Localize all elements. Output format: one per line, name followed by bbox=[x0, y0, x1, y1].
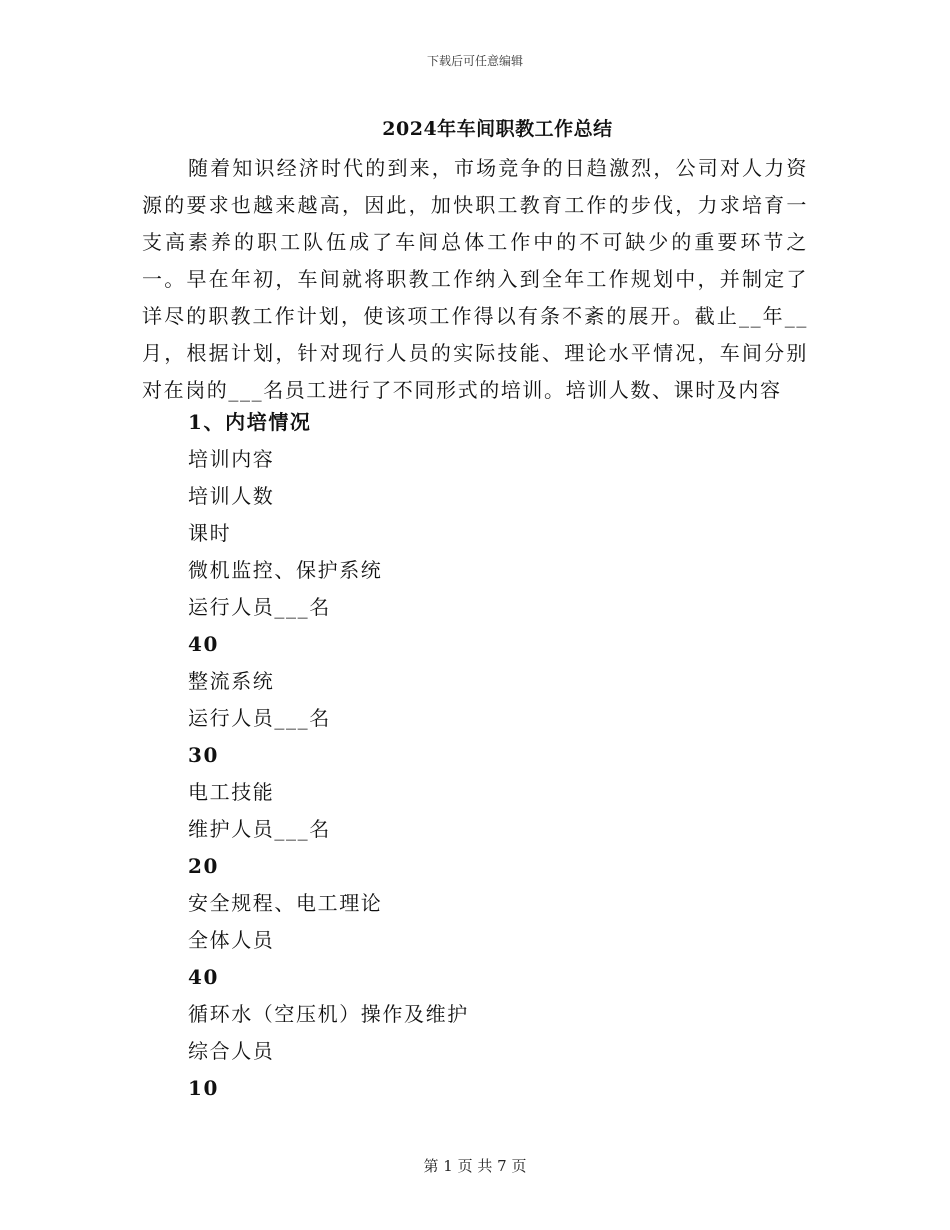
row-people: 维护人员___名 bbox=[188, 817, 331, 841]
row-hours: 40 bbox=[188, 965, 220, 989]
section-heading: 1、内培情况 bbox=[188, 410, 312, 434]
row-content: 安全规程、电工理论 bbox=[188, 891, 383, 915]
row-hours: 20 bbox=[188, 854, 220, 878]
document-title: 2024年车间职教工作总结 bbox=[382, 118, 613, 140]
row-people: 全体人员 bbox=[188, 928, 275, 952]
header-training-content: 培训内容 bbox=[188, 447, 275, 471]
row-hours: 10 bbox=[188, 1076, 220, 1100]
row-content: 电工技能 bbox=[188, 780, 275, 804]
header-training-hours: 课时 bbox=[188, 521, 232, 545]
intro-paragraph: 随着知识经济时代的到来，市场竞争的日趋激烈，公司对人力资源的要求也越来越高，因此，加快职工教育工作的步伐，力求培育一支高素养的职工队伍成了车间总体工作中的不可缺少的重要环节之一。早在年初，车间就将职教工作纳入到全年工作规划中，并制定了详尽的职教工作计划，使该项工作得以有条不紊的展开。截止__年__月，根据计划，针对现行人员的实际技能、理论水平情况，车间分别对在岗的___名员工进行了不同形式的培训。培训人数、课时及内容 bbox=[142, 156, 808, 402]
row-content: 循环水（空压机）操作及维护 bbox=[188, 1002, 469, 1026]
training-list bbox=[188, 404, 469, 1107]
header-note: 下载后可任意编辑 bbox=[426, 54, 523, 68]
page-footer: 第 1 页 共 7 页 bbox=[423, 1157, 527, 1175]
row-hours: 40 bbox=[188, 632, 220, 656]
row-people: 运行人员___名 bbox=[188, 595, 331, 619]
row-content: 整流系统 bbox=[188, 669, 275, 693]
row-people: 综合人员 bbox=[188, 1039, 275, 1063]
row-hours: 30 bbox=[188, 743, 220, 767]
row-people: 运行人员___名 bbox=[188, 706, 331, 730]
header-training-people: 培训人数 bbox=[188, 484, 275, 508]
row-content: 微机监控、保护系统 bbox=[188, 558, 383, 582]
